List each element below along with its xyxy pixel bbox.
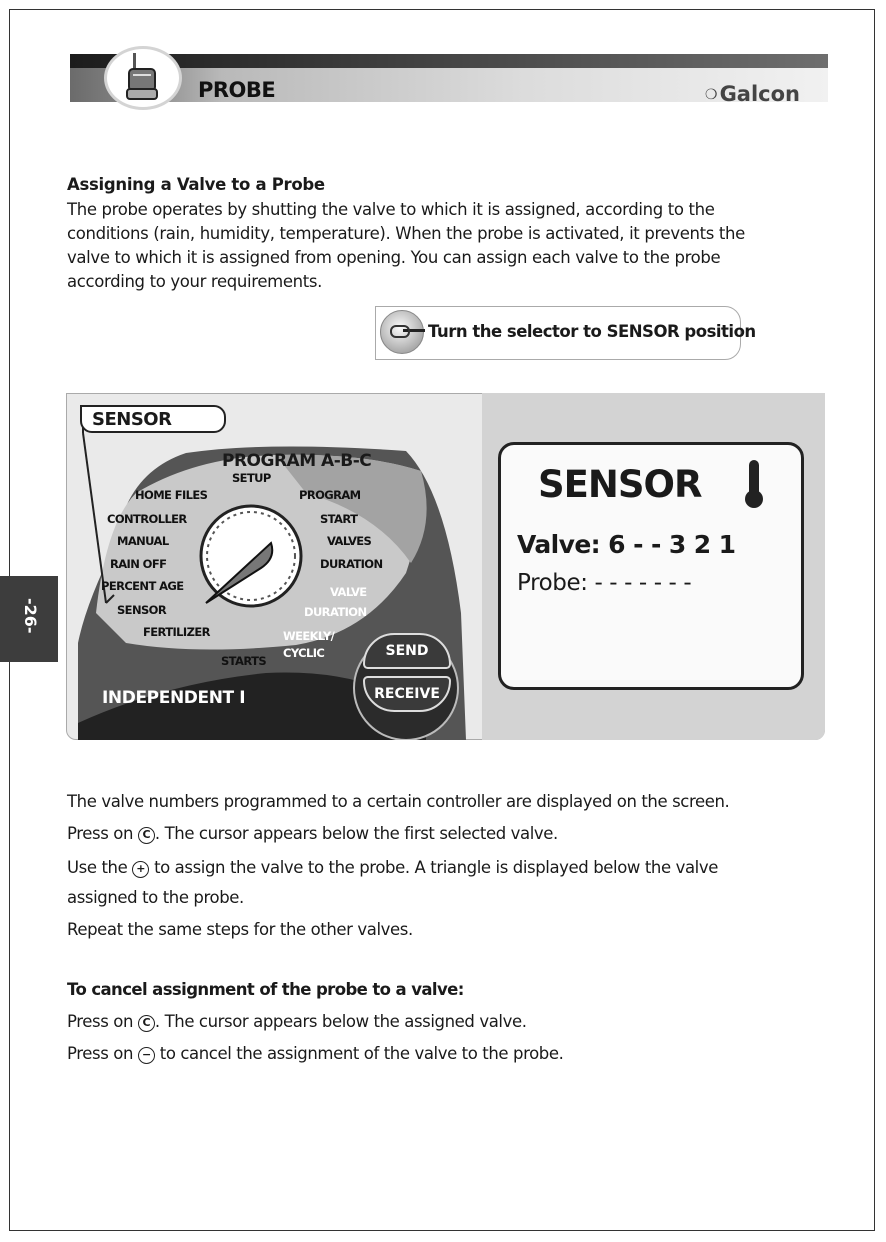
- cancel-text: . The cursor appears below the assigned valve.: [154, 1012, 527, 1031]
- step-line: assigned to the probe.: [67, 888, 244, 907]
- dial-label-manual: MANUAL: [117, 534, 169, 548]
- page-number-tab: [0, 576, 58, 662]
- dial-label-home-files: HOME FILES: [135, 488, 208, 502]
- dial-label-cyclic: CYCLIC: [283, 646, 325, 660]
- dial-label-valve-duration: DURATION: [304, 605, 367, 619]
- dial-label-start: START: [320, 512, 358, 526]
- dial-label-setup: SETUP: [232, 471, 271, 485]
- dial-label-valve: VALVE: [330, 585, 367, 599]
- send-button[interactable]: SEND: [363, 633, 451, 669]
- probe-device-icon: [104, 46, 182, 110]
- step-text: Use the: [67, 858, 128, 877]
- minus-button-icon: −: [138, 1047, 155, 1064]
- cancel-heading: To cancel assignment of the probe to a valve:: [67, 980, 464, 999]
- step-line: [67, 858, 718, 878]
- step-text: Press on: [67, 824, 134, 843]
- cancel-text: to cancel the assignment of the valve to the probe.: [159, 1044, 564, 1063]
- screen-valve-line: Valve: 6 - - 3 2 1: [517, 530, 736, 559]
- plus-button-icon: +: [132, 861, 149, 878]
- dial-label-percent-age: PERCENT AGE: [101, 579, 184, 593]
- page-title: PROBE: [198, 78, 276, 102]
- logo-text: Galcon: [719, 82, 800, 106]
- galcon-logo: ❍Galcon: [705, 82, 800, 106]
- step-line: Repeat the same steps for the other valves.: [67, 920, 413, 939]
- thermometer-icon: [749, 460, 759, 498]
- intro-paragraph: [67, 198, 837, 294]
- screen-probe-line: Probe: - - - - - - -: [517, 570, 692, 596]
- receive-button[interactable]: RECEIVE: [363, 676, 451, 712]
- independent-label: INDEPENDENT I: [102, 688, 246, 708]
- step-text: . The cursor appears below the first selected valve.: [154, 824, 558, 843]
- step-line: The valve numbers programmed to a certain controller are displayed on the screen.: [67, 792, 730, 811]
- cancel-line: [67, 1044, 563, 1064]
- sensor-tag-label: SENSOR: [92, 409, 172, 430]
- dial-label-controller: CONTROLLER: [107, 512, 187, 526]
- screen-title: SENSOR: [538, 463, 702, 506]
- intro-line: valve to which it is assigned from opening. You can assign each valve to the probe: [67, 248, 721, 267]
- cancel-text: Press on: [67, 1012, 134, 1031]
- cursor-button-icon: C: [138, 1015, 155, 1032]
- intro-line: The probe operates by shutting the valve to which it is assigned, according to the: [67, 200, 715, 219]
- intro-line: according to your requirements.: [67, 272, 323, 291]
- step-line: [67, 824, 558, 844]
- dial-label-starts: STARTS: [221, 654, 266, 668]
- selector-knob-icon: [380, 310, 424, 354]
- dial-label-rain-off: RAIN OFF: [110, 557, 167, 571]
- intro-line: conditions (rain, humidity, temperature). When the probe is activated, it prevents the: [67, 224, 745, 243]
- cancel-text: Press on: [67, 1044, 134, 1063]
- cursor-button-icon: C: [138, 827, 155, 844]
- dial-label-valves: VALVES: [327, 534, 372, 548]
- section-heading: Assigning a Valve to a Probe: [67, 175, 325, 194]
- page-number: -26-: [21, 598, 40, 634]
- dial-label-duration: DURATION: [320, 557, 383, 571]
- dial-label-program: PROGRAM: [299, 488, 361, 502]
- dial-label-fertilizer: FERTILIZER: [143, 625, 210, 639]
- instruction-text: Turn the selector to SENSOR position: [428, 322, 756, 341]
- step-text: to assign the valve to the probe. A triangle is displayed below the valve: [154, 858, 718, 877]
- dial-label-sensor: SENSOR: [117, 603, 167, 617]
- program-title: PROGRAM A-B-C: [222, 451, 372, 471]
- sensor-tag: [80, 405, 226, 433]
- dial-label-weekly: WEEKLY/: [283, 629, 335, 643]
- cancel-line: [67, 1012, 527, 1032]
